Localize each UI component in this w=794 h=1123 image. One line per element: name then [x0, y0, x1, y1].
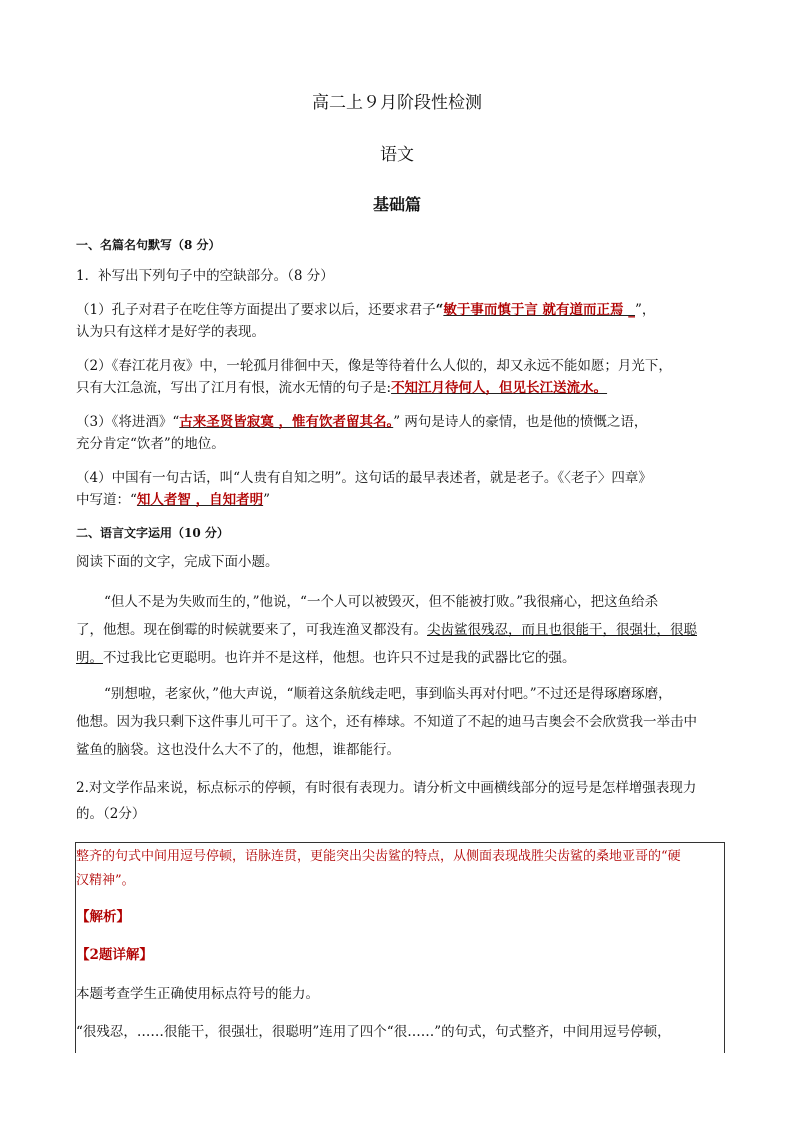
passage1-tail: 不过我比它更聪明。也许并不是这样，他想。也许只不过是我的武器比它的强。	[103, 650, 576, 666]
part-title: 基础篇	[372, 195, 421, 214]
answer-line2: 汉精神”。	[76, 873, 135, 888]
section2-heading: 二、语言文字运用（10 分）	[76, 526, 229, 540]
item3-line2: 充分肯定“饮者”的地位。	[76, 436, 225, 452]
passage2-line3: 鲨鱼的脑袋。这也没什么大不了的，他想，谁都能行。	[76, 742, 400, 758]
exam-title: 高二上９月阶段性检测	[312, 93, 482, 113]
underlined-sentence: 尖齿鲨很残忍，而且也很能干，很强壮，很聪	[427, 622, 697, 638]
item3-answer: 古来圣贤皆寂寞 ，惟有饮者留其名。	[179, 414, 394, 430]
item1-text: （1）孔子对君子在吃住等方面提出了要求以后，还要求君子	[76, 302, 436, 318]
item3-text: （3）《将进酒》“	[76, 414, 180, 430]
answer-line1: 整齐的句式中间用逗号停顿，语脉连贯，更能突出尖齿鲨的特点，从侧面表现战胜尖齿鲨的桑地亚哥的“硬	[76, 849, 681, 864]
section1-heading: 一、名篇名句默写（8 分）	[76, 238, 221, 252]
subject-title: 语文	[380, 145, 414, 165]
passage1-line2	[76, 620, 726, 640]
item4-text: 中写道：“	[76, 492, 137, 508]
question2-line2: 的。（2分）	[76, 806, 146, 822]
detail-line2: “很残忍，……很能干，很强壮，很聪明”连用了四个“很……”的句式，句式整齐，中间用逗号停顿，	[76, 1024, 671, 1040]
item4-answer: 知人者智 ，自知者明	[136, 492, 264, 508]
question1-intro: 1．补写出下列句子中的空缺部分。（8 分）	[76, 268, 334, 284]
item3-tail: ” 两句是诗人的豪情，也是他的愤慨之语，	[393, 414, 648, 430]
item4-tail: ”	[263, 492, 271, 508]
item1-line2: 认为只有这样才是好学的表现。	[76, 324, 265, 340]
passage2-line2: 他想。因为我只剩下这件事儿可干了。这个，还有棒球。不知道了不起的迪马吉奥会不会欣赏我一举击中	[76, 714, 697, 730]
analysis-label: 【解析】	[76, 909, 130, 925]
item2-answer: 不知江月待何人，但见长江送流水。	[391, 380, 608, 396]
underlined-sentence-end: 明。	[76, 650, 103, 666]
item1-answer: 敏于事而慎于言 就有道而正焉 _	[443, 302, 636, 318]
passage1-line3	[76, 648, 726, 668]
item1-line1: （1）孔子对君子在吃住等方面提出了要求以后，还要求君子“敏于事而慎于言 就有道而正焉 _”，	[76, 302, 656, 318]
item4-line2	[76, 490, 726, 510]
item4-line1: （4）中国有一句古话，叫“人贵有自知之明”。这句话的最早表述者，就是老子。《〈老子〉四章》	[76, 470, 652, 486]
question2-line1: 2.对文学作品来说，标点标示的停顿，有时很有表现力。请分析文中画横线部分的逗号是怎样增强表现力	[76, 780, 697, 796]
detail-label: 【2题详解】	[76, 947, 153, 963]
item2-line2	[76, 378, 726, 398]
item2-line1: （2）《春江花月夜》中，一轮孤月徘徊中天，像是等待着什么人似的，却又永远不能如愿；月光下，	[76, 358, 672, 374]
detail-line1: 本题考查学生正确使用标点符号的能力。	[76, 986, 319, 1002]
item1-tail: ”，	[635, 302, 656, 318]
passage1-text: 了，他想。现在倒霉的时候就要来了，可我连渔叉都没有。	[76, 622, 427, 638]
reading-intro: 阅读下面的文字，完成下面小题。	[76, 554, 279, 570]
passage1-line1: “但人不是为失败而生的，”他说，“一个人可以被毁灭，但不能被打败。”我很痛心，把这鱼给杀	[104, 594, 659, 610]
passage2-line1: “别想啦，老家伙，”他大声说，“顺着这条航线走吧，事到临头再对付吧。”不过还是得琢磨琢磨，	[104, 686, 672, 702]
item3-line1	[76, 412, 726, 432]
item2-text: 只有大江急流，写出了江月有恨，流水无情的句子是:	[76, 380, 392, 396]
